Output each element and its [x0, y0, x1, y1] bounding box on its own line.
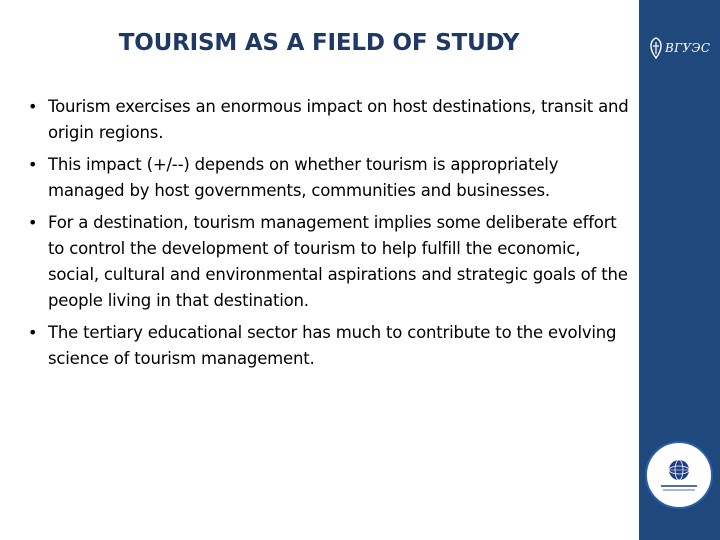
- sidebar-bar: [639, 0, 720, 540]
- bullet-text: The tertiary educational sector has much to contribute to the evolving science of tourism management.: [48, 323, 617, 368]
- bullet-icon: •: [28, 213, 38, 232]
- bullet-item: [28, 94, 632, 146]
- university-crest-icon: [649, 37, 663, 59]
- bullet-item: [28, 320, 632, 372]
- bullet-text: This impact (+/--) depends on whether tourism is appropriately managed by host governments, communities and businesses.: [48, 155, 559, 200]
- bullet-text: Tourism exercises an enormous impact on host destinations, transit and origin regions.: [48, 97, 629, 142]
- slide-title: TOURISM AS A FIELD OF STUDY: [118, 30, 520, 56]
- bullet-icon: •: [28, 323, 38, 342]
- bullet-list: [28, 94, 632, 378]
- globe-emblem-icon: [645, 441, 713, 509]
- bullet-item: [28, 210, 632, 314]
- logo-text: ВГУЭС: [665, 41, 711, 55]
- bullet-item: [28, 152, 632, 204]
- bullet-icon: •: [28, 97, 38, 116]
- bullet-icon: •: [28, 155, 38, 174]
- bullet-text: For a destination, tourism management implies some deliberate effort to control the development of tourism to help fulfill the economic, social, cultural and environmental aspirations and strategic goals of the people living in that destination.: [48, 213, 628, 310]
- university-logo: [649, 35, 711, 61]
